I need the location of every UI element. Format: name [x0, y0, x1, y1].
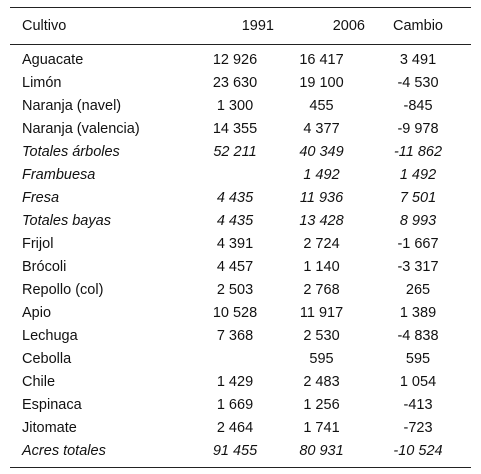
cell-cultivo: Totales bayas: [22, 212, 111, 229]
cell-2006: 2 483: [303, 373, 340, 390]
cell-2006: 4 377: [303, 120, 340, 137]
cell-cultivo: Brócoli: [22, 258, 67, 275]
cell-cultivo: Jitomate: [22, 419, 77, 436]
table-row: [10, 324, 471, 347]
cell-2006: 16 417: [299, 51, 344, 68]
cell-cultivo: Cebolla: [22, 350, 72, 367]
table-row: [10, 45, 471, 72]
cell-cambio: 1 389: [399, 304, 437, 321]
cell-cultivo: Chile: [22, 373, 56, 390]
cell-cultivo: Frijol: [22, 235, 54, 252]
cell-1991: 23 630: [212, 74, 258, 91]
cell-cultivo: Lechuga: [22, 327, 78, 344]
cell-1991: 14 355: [212, 120, 258, 137]
cell-1991: [192, 163, 278, 186]
cell-1991: 1 429: [216, 373, 254, 390]
cell-cambio: -413: [403, 396, 433, 413]
table-row: [10, 209, 471, 232]
crop-acreage-table: [10, 7, 471, 468]
cell-2006: 1 492: [303, 166, 340, 183]
cell-2006: 13 428: [299, 212, 344, 229]
cell-2006: 455: [309, 97, 334, 114]
cell-cambio: 1 492: [399, 166, 437, 183]
table-row: [10, 278, 471, 301]
cell-cambio: 3 491: [399, 51, 437, 68]
cell-1991: 1 300: [216, 97, 254, 114]
cell-cultivo: Frambuesa: [22, 166, 96, 183]
table-row: [10, 370, 471, 393]
cell-cultivo: Fresa: [22, 189, 60, 206]
header-row: [10, 8, 471, 45]
table-row: [10, 71, 471, 94]
cell-cambio: -4 530: [397, 74, 439, 91]
cell-cultivo: Repollo (col): [22, 281, 104, 298]
cell-1991: 4 435: [216, 212, 254, 229]
cell-cambio: -11 862: [393, 143, 443, 160]
cell-1991: 4 435: [216, 189, 254, 206]
table-row: [10, 117, 471, 140]
cell-2006: 2 530: [303, 327, 340, 344]
cell-cambio: -3 317: [397, 258, 439, 275]
cell-cambio: -4 838: [397, 327, 439, 344]
table-body: [10, 45, 471, 468]
cell-1991: 10 528: [212, 304, 258, 321]
cell-2006: 1 140: [303, 258, 340, 275]
table-header: [10, 8, 471, 45]
cell-cambio: -9 978: [397, 120, 439, 137]
cell-cambio: 7 501: [399, 189, 437, 206]
cell-1991: 52 211: [213, 143, 257, 160]
cell-2006: 1 256: [303, 396, 340, 413]
cell-1991: 2 503: [216, 281, 254, 298]
cell-1991: 2 464: [216, 419, 254, 436]
cell-2006: 2 724: [303, 235, 340, 252]
cell-2006: 2 768: [303, 281, 340, 298]
cell-2006: 11 936: [299, 189, 344, 206]
table-row: [10, 347, 471, 370]
cell-cultivo: Espinaca: [22, 396, 82, 413]
cell-2006: 595: [309, 350, 334, 367]
cell-1991: 7 368: [216, 327, 254, 344]
cell-cambio: -723: [403, 419, 433, 436]
cell-1991: [192, 347, 278, 370]
cell-cambio: -1 667: [397, 235, 439, 252]
table-row: [10, 94, 471, 117]
cell-2006: 19 100: [299, 74, 344, 91]
cell-cultivo: Apio: [22, 304, 52, 321]
cell-cambio: 1 054: [399, 373, 437, 390]
table-row: [10, 232, 471, 255]
cell-2006: 1 741: [303, 419, 340, 436]
data-table: [10, 8, 471, 467]
header-2006: 2006: [278, 8, 365, 45]
table-row: [10, 163, 471, 186]
table-row: [10, 255, 471, 278]
cell-cultivo: Aguacate: [22, 51, 84, 68]
cell-1991: 4 391: [216, 235, 254, 252]
cell-cultivo: Naranja (navel): [22, 97, 122, 114]
cell-1991: 4 457: [216, 258, 254, 275]
table-row: [10, 439, 471, 467]
cell-2006: 80 931: [299, 442, 344, 459]
table-row: [10, 416, 471, 439]
cell-cultivo: Limón: [22, 74, 62, 91]
cell-cambio: 595: [405, 350, 431, 367]
cell-1991: 1 669: [216, 396, 254, 413]
cell-cultivo: Totales árboles: [22, 143, 120, 160]
table-row: [10, 301, 471, 324]
cell-cultivo: Naranja (valencia): [22, 120, 140, 137]
header-cambio: Cambio: [365, 8, 471, 45]
header-1991: 1991: [192, 8, 278, 45]
cell-cambio: 8 993: [399, 212, 437, 229]
header-cultivo: Cultivo: [10, 8, 192, 45]
cell-1991: 91 455: [212, 442, 258, 459]
cell-cambio: -845: [403, 97, 433, 114]
cell-cambio: -10 524: [393, 442, 443, 459]
cell-1991: 12 926: [212, 51, 258, 68]
cell-2006: 11 917: [299, 304, 344, 321]
cell-cultivo: Acres totales: [22, 442, 106, 459]
table-row: [10, 393, 471, 416]
cell-2006: 40 349: [299, 143, 344, 160]
table-row: [10, 186, 471, 209]
cell-cambio: 265: [405, 281, 431, 298]
table-row: [10, 140, 471, 163]
